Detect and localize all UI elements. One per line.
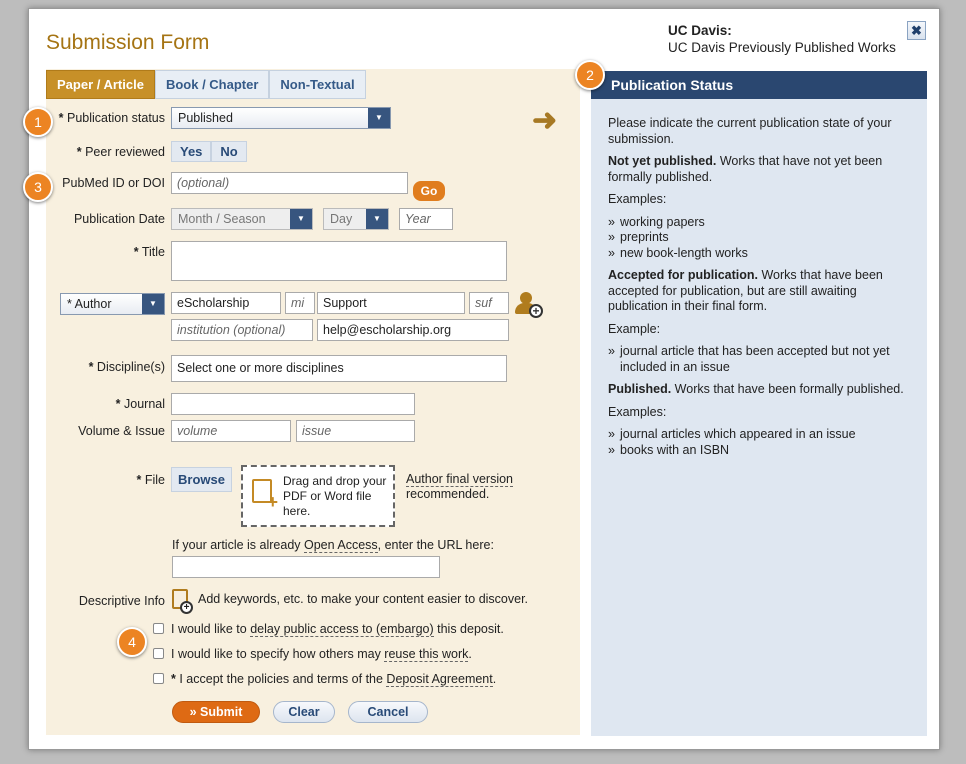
author-last-input[interactable]: Support [317,292,465,314]
tab-non-textual[interactable]: Non-Textual [269,70,365,99]
author-suffix-input[interactable]: suf [469,292,509,314]
reuse-checkbox[interactable] [153,648,164,659]
pubdate-label: Publication Date [73,212,165,226]
file-drop-zone[interactable] [241,465,395,527]
deposit-agreement-label: * I accept the policies and terms of the Deposit Agreement. [171,672,497,686]
day-select[interactable]: Day ▼ [323,208,389,230]
go-button[interactable]: Go [413,181,445,201]
list-item: » books with an ISBN [608,443,914,459]
embargo-checkbox[interactable] [153,623,164,634]
close-icon[interactable]: ✖ [907,21,926,40]
cancel-button[interactable]: Cancel [348,701,428,723]
help-published: Published. Works that have been formally published. [608,382,904,396]
browse-button[interactable]: Browse [171,467,232,492]
disciplines-select[interactable]: Select one or more disciplines [171,355,507,382]
disciplines-label: * Discipline(s) [88,360,165,374]
peer-reviewed-toggle [171,141,247,162]
open-access-text: If your article is already Open Access, enter the URL here: [172,538,494,552]
embargo-link[interactable]: delay public access to (embargo) [250,622,434,636]
help-title: Publication Status [591,71,927,99]
issue-input[interactable]: issue [296,420,415,442]
journal-input[interactable] [171,393,415,415]
author-first-input[interactable]: eScholarship [171,292,281,314]
open-access-link[interactable]: Open Access [304,538,378,552]
list-item: » journal articles which appeared in an issue [608,427,914,443]
journal-label: * Journal [115,397,165,411]
file-label: * File [136,473,165,487]
list-item: » preprints [608,230,914,246]
chevron-down-icon: ▼ [290,209,312,229]
peer-no-button[interactable]: No [211,141,246,162]
org-subtitle: UC Davis Previously Published Works [668,40,896,55]
file-hint [406,472,513,502]
drop-text: Drag and drop your PDF or Word file here. [283,474,387,518]
submit-button[interactable]: » Submit [172,701,260,723]
descriptive-info-label: Descriptive Info [78,594,165,608]
help-example-label: Example: [608,321,661,336]
volume-input[interactable]: volume [171,420,291,442]
reuse-link[interactable]: reuse this work [384,647,469,661]
list-item: » working papers [608,215,914,231]
author-final-link[interactable]: Author final version [406,472,514,486]
add-icon: + [180,601,193,614]
dialog-title: Submission Form [46,31,210,54]
embargo-label: I would like to delay public access to (embargo) this deposit. [171,622,504,636]
year-input[interactable]: Year [399,208,453,230]
callout-badge-3: 3 [23,172,53,202]
help-intro: Please indicate the current publication state of your submission. [608,116,892,146]
pubmed-label: PubMed ID or DOI [62,176,165,190]
organization-info [668,22,896,56]
pub-status-select[interactable]: Published ▼ [171,107,391,129]
document-add-icon [252,479,272,503]
callout-badge-1: 1 [23,107,53,137]
tab-book-chapter[interactable]: Book / Chapter [155,70,269,99]
reuse-label: I would like to specify how others may reuse this work. [171,647,472,661]
peer-reviewed-label: * Peer reviewed [76,145,165,159]
author-role-select[interactable]: * Author ▼ [60,293,165,315]
list-item: » journal article that has been accepted but not yet included in an issue [608,344,914,375]
type-tabs [46,70,366,99]
list-item: » new book-length works [608,246,914,262]
volume-issue-label: Volume & Issue [78,424,165,438]
recommended-text: recommended. [406,487,490,501]
pubmed-input[interactable]: (optional) [171,172,408,194]
deposit-agreement-checkbox[interactable] [153,673,164,684]
descriptive-info-link[interactable]: Add keywords, etc. to make your content easier to discover. [198,592,529,606]
month-select[interactable]: Month / Season ▼ [171,208,313,230]
author-email-input[interactable]: help@escholarship.org [317,319,509,341]
callout-badge-2: 2 [575,60,605,90]
arrow-right-icon: ➜ [532,104,558,137]
help-body [608,116,914,458]
org-name: UC Davis: [668,23,732,38]
deposit-agreement-link[interactable]: Deposit Agreement [386,672,493,686]
pub-status-label: * Publication status [58,111,165,125]
chevron-down-icon: ▼ [142,294,164,314]
peer-yes-button[interactable]: Yes [171,141,211,162]
author-mi-input[interactable]: mi [285,292,315,314]
callout-badge-4: 4 [117,627,147,657]
author-institution-input[interactable]: institution (optional) [171,319,313,341]
title-label: * Title [133,245,165,259]
help-accepted: Accepted for publication. Works that have been accepted for publication, but are still awaiting publication in their final form. [608,268,883,313]
add-author-icon[interactable]: + [514,292,544,318]
help-not-yet-published: Not yet published. Works that have not yet been formally published. [608,154,883,184]
help-examples-label-2: Examples: [608,404,667,419]
submission-dialog [28,8,940,750]
help-examples-label: Examples: [608,192,667,206]
open-access-url-input[interactable] [172,556,440,578]
clear-button[interactable]: Clear [273,701,335,723]
tab-paper-article[interactable]: Paper / Article [46,70,155,99]
chevron-down-icon: ▼ [368,108,390,128]
title-input[interactable] [171,241,507,281]
chevron-down-icon: ▼ [366,209,388,229]
